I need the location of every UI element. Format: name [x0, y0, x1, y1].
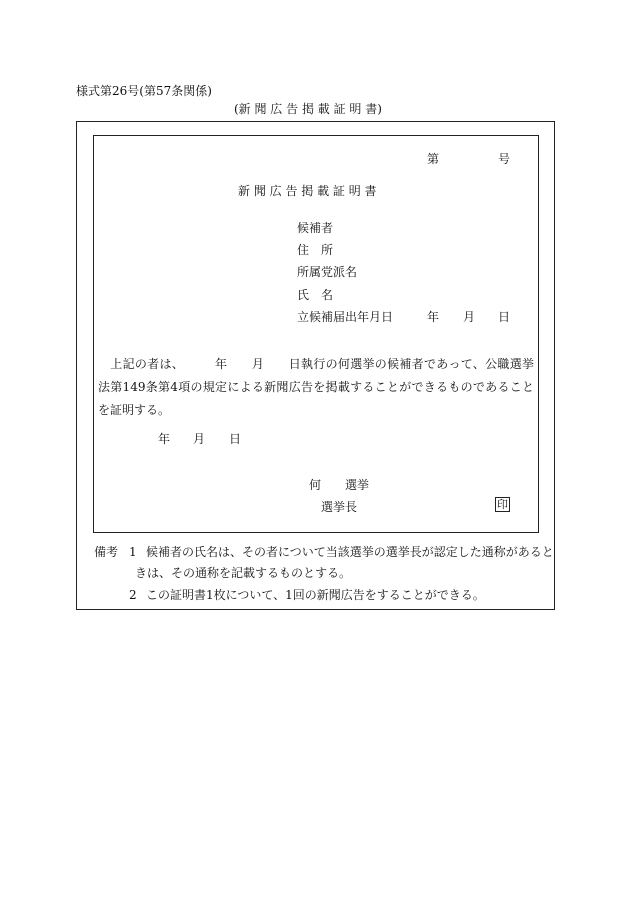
form-number: 様式第26号(第57条関係): [76, 84, 212, 98]
party-label: 所属党派名: [297, 265, 358, 279]
seal-mark: 印: [497, 498, 508, 511]
filing-day-label: 日: [498, 310, 511, 324]
note-1-line-2: きは、その通称を記載するものとする。: [135, 566, 352, 580]
address-label: 住 所: [297, 243, 334, 257]
certificate-title: 新 聞 広 告 掲 載 証 明 書: [238, 184, 377, 198]
note-1-line-1: 候補者の氏名は、その者について当該選挙の選挙長が認定した通称があると: [146, 545, 554, 559]
number-suffix: 号: [498, 152, 511, 166]
filing-date-label: 立候補届出年月日: [297, 310, 394, 324]
name-label: 氏 名: [297, 288, 334, 302]
election-name: 何 選挙: [309, 478, 370, 492]
filing-month-label: 月: [463, 310, 476, 324]
number-prefix: 第: [427, 152, 440, 166]
issue-day-label: 日: [229, 432, 242, 446]
candidate-label: 候補者: [297, 221, 334, 235]
filing-year-label: 年: [427, 310, 440, 324]
chairman-title: 選挙長: [321, 500, 358, 514]
note-2-number: 2: [129, 588, 137, 602]
notes-label: 備考: [94, 545, 119, 559]
note-1-number: 1: [129, 545, 137, 559]
certificate-body-text: 上記の者は、 年 月 日執行の何選挙の候補者であって、公職選挙法第149条第4項の規定による新聞広告を掲載することができるものであることを証明する。: [98, 357, 534, 417]
certificate-body: [98, 353, 534, 422]
issue-year-label: 年: [158, 432, 171, 446]
form-title: (新 聞 広 告 掲 載 証 明 書): [234, 102, 382, 116]
note-2-text: この証明書1枚について、1回の新聞広告をすることができる。: [146, 588, 485, 602]
issue-month-label: 月: [193, 432, 206, 446]
